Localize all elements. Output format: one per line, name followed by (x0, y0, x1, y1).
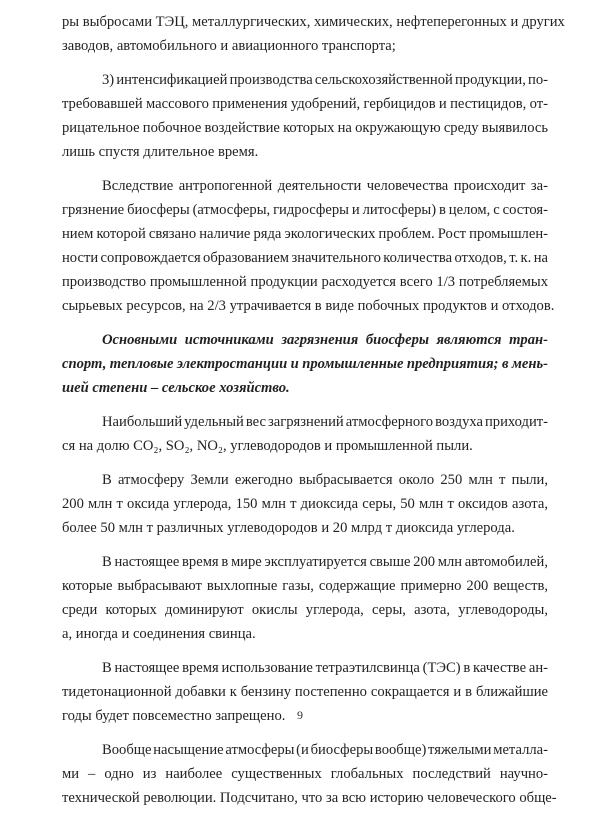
body-text (62, 10, 565, 820)
text-line: грязнение биосферы (атмосферы, гидросферы и литосферы) в целом, с состоя- (62, 202, 548, 218)
text-line: требовавшей массового применения удобрений, гербицидов и пестицидов, от- (62, 96, 548, 112)
text-line: среди которых доминируют окислы углерода, серы, азота, углеводороды, (62, 602, 548, 618)
text-line: Вообще насыщение атмосферы (и биосферы вообще) тяжелыми металла- (102, 742, 548, 758)
paragraph (62, 468, 548, 540)
text-line: ры выбросами ТЭЦ, металлургических, химических, нефтеперегонных и других (62, 14, 565, 30)
text-line: более 50 млн т различных углеводородов и 20 млрд т диоксида углерода. (62, 520, 515, 536)
paragraph (62, 68, 548, 164)
text-line: Вследствие антропогенной деятельности человечества происходит за- (102, 178, 548, 194)
text-line: рицательное побочное воздействие которых на окружающую среду выявилось (62, 120, 548, 136)
text-line: технической революции. Подсчитано, что за всю историю человеческого обще- (62, 790, 557, 806)
paragraph (62, 174, 555, 318)
text-line: Наибольший удельный вес загрязнений атмосферного воздуха приходит- (102, 414, 548, 430)
text-line: тидетонационной добавки к бензину постепенно сокращается и в ближайшие (62, 684, 548, 700)
text-line: Основными источниками загрязнения биосферы являются тран- (102, 332, 548, 348)
paragraph (62, 10, 565, 58)
paragraph (62, 410, 548, 458)
text-line: спорт, тепловые электростанции и промышленные предприятия; в мень- (62, 356, 548, 372)
text-line: 3) интенсификацией производства сельскохозяйственной продукции, по- (102, 72, 548, 88)
text-line: сырьевых ресурсов, на 2/3 утрачивается в виде побочных продуктов и отходов. (62, 298, 555, 314)
text-line: В настоящее время в мире эксплуатируется свыше 200 млн автомобилей, (102, 554, 548, 570)
paragraph (62, 738, 557, 810)
page-number: 9 (297, 708, 303, 722)
text-line: В атмосферу Земли ежегодно выбрасывается около 250 млн т пыли, (102, 472, 548, 488)
text-line: лишь спустя длительное время. (62, 144, 259, 160)
text-line: шей степени – сельское хозяйство. (62, 380, 290, 396)
text-line: нием которой связано наличие ряда экологических проблем. Рост промышлен- (62, 226, 548, 242)
text-line: В настоящее время использование тетраэтилсвинца (ТЭС) в качестве ан- (102, 660, 548, 676)
text-line: 200 млн т оксида углерода, 150 млн т диоксида серы, 50 млн т оксидов азота, (62, 496, 548, 512)
text-line: ности сопровождается образованием значительного количества отходов, т. к. на (62, 250, 548, 266)
text-line: заводов, автомобильного и авиационного транспорта; (62, 38, 396, 54)
text-line: которые выбрасывают выхлопные газы, содержащие примерно 200 веществ, (62, 578, 548, 594)
paragraph (62, 328, 548, 400)
text-line: производство промышленной продукции расходуется всего 1/3 потребляемых (62, 274, 548, 290)
text-line: ся на долю CO₂, SO₂, NO₂, углеводородов и промышленной пыли. (62, 438, 473, 454)
text-line: а, иногда и соединения свинца. (62, 626, 256, 642)
paragraph (62, 550, 548, 646)
text-line: ми – одно из наиболее существенных глобальных последствий научно- (62, 766, 548, 782)
text-line: годы будет повсеместно запрещено. (62, 708, 286, 724)
